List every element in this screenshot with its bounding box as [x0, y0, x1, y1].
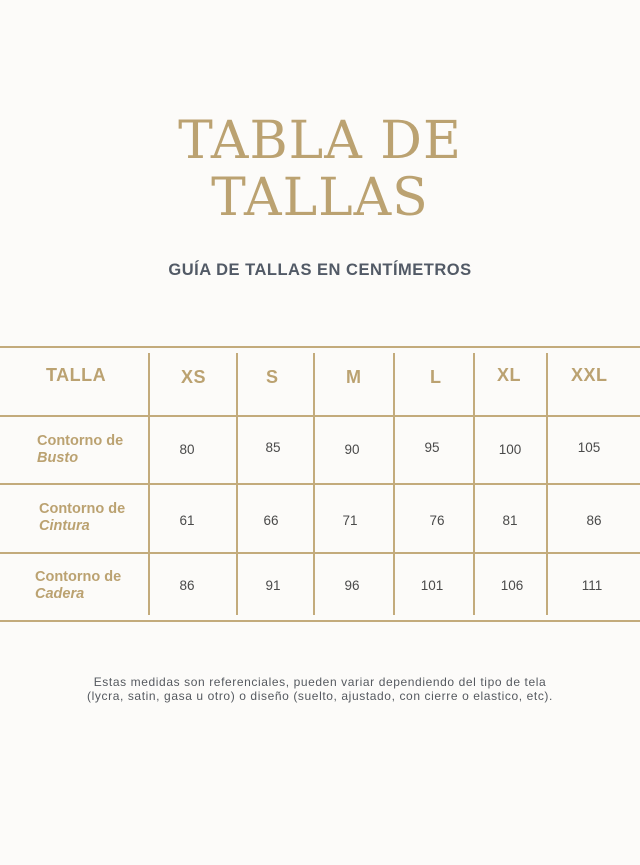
header-talla: TALLA: [46, 365, 107, 385]
disclaimer-note: [30, 675, 610, 703]
title-line-2: TALLAS: [211, 168, 429, 228]
table-cell: 86: [586, 513, 602, 528]
table-rule-bottom: [0, 620, 640, 622]
table-cell: 80: [179, 442, 195, 457]
column-divider: [393, 353, 395, 615]
table-cell: 105: [577, 440, 601, 455]
table-cell: 100: [498, 442, 522, 457]
disclaimer-line: (lycra, satin, gasa u otro) o diseño (suelto, ajustado, con cierre o elastico, etc).: [87, 689, 553, 703]
column-divider: [473, 353, 475, 615]
row-label-line: Contorno de: [37, 433, 124, 449]
table-cell: 95: [424, 440, 440, 455]
row-label-line: Contorno de: [35, 569, 122, 585]
table-rule: [0, 415, 640, 417]
table-cell: 106: [500, 578, 524, 593]
table-cell: 81: [502, 513, 518, 528]
table-cell: 96: [344, 578, 360, 593]
row-label-cadera: [35, 569, 121, 603]
table-cell: 91: [265, 578, 281, 593]
header-size-xxl: XXL: [571, 365, 608, 385]
header-size-m: M: [346, 367, 362, 387]
table-rule-top: [0, 346, 640, 348]
disclaimer-line: Estas medidas son referenciales, pueden variar dependiendo del tipo de tela: [93, 675, 547, 689]
row-label-line: Cadera: [35, 586, 85, 602]
column-divider: [148, 353, 150, 615]
table-cell: 90: [344, 442, 360, 457]
column-divider: [546, 353, 548, 615]
table-cell: 111: [581, 578, 603, 593]
column-divider: [313, 353, 315, 615]
table-cell: 86: [179, 578, 195, 593]
row-label-line: Contorno de: [39, 501, 126, 517]
column-divider: [236, 353, 238, 615]
table-rule: [0, 552, 640, 554]
header-size-l: L: [430, 367, 442, 387]
row-label-line: Busto: [37, 450, 79, 466]
table-cell: 85: [265, 440, 281, 455]
page-subtitle: GUÍA DE TALLAS EN CENTÍMETROS: [168, 261, 472, 279]
row-label-busto: [37, 433, 123, 467]
row-label-line: Cintura: [39, 518, 90, 534]
table-cell: 71: [342, 513, 358, 528]
table-cell: 101: [420, 578, 444, 593]
header-size-s: S: [266, 367, 279, 387]
size-table: [0, 346, 640, 622]
header-size-xl: XL: [497, 365, 522, 385]
table-cell: 76: [429, 513, 445, 528]
table-cell: 61: [179, 513, 195, 528]
row-label-cintura: [39, 501, 125, 535]
table-cell: 66: [263, 513, 279, 528]
table-rule: [0, 483, 640, 485]
header-size-xs: XS: [181, 367, 207, 387]
page-title: [0, 113, 640, 227]
title-line-1: TABLA DE: [178, 111, 462, 171]
